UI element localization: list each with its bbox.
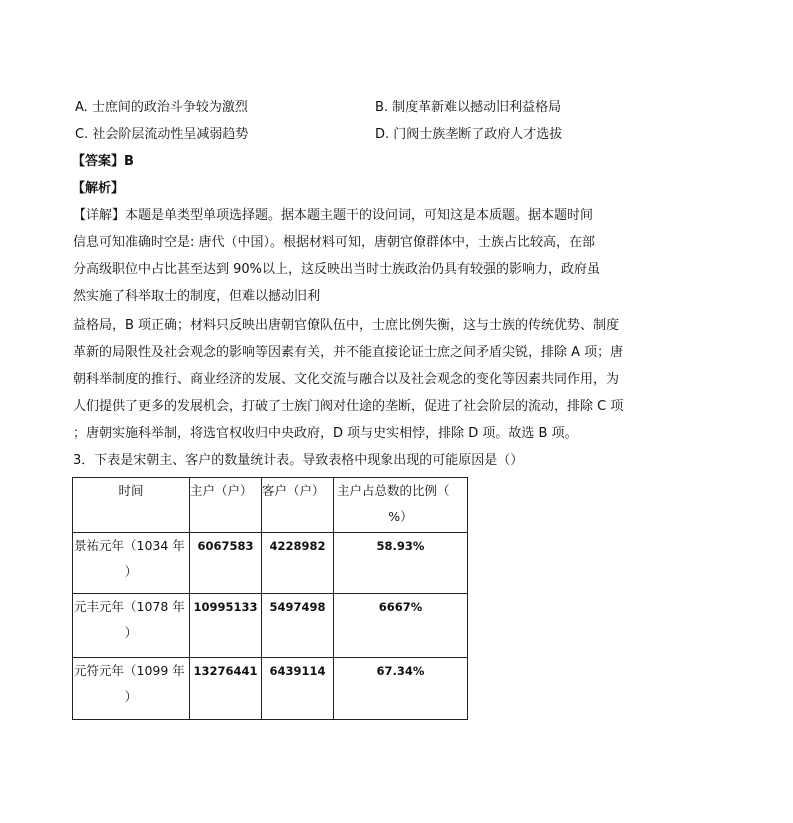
- option-a: A. 士庶间的政治斗争较为激烈: [75, 100, 248, 115]
- household-stats-table: [72, 477, 468, 720]
- table-header-row: [73, 478, 468, 533]
- detail-line-8: 人们提供了更多的发展机会，打破了士族门阀对仕途的垄断，促进了社会阶层的流动，排除 C 项: [73, 399, 624, 414]
- answer-line: 【答案】B: [72, 154, 134, 169]
- table-row: [73, 533, 468, 594]
- analysis-label: 【解析】: [72, 181, 125, 196]
- detail-line-3: 分高级职位中占比甚至达到 90%以上，这反映出当时士族政治仍具有较强的影响力，政府虽: [73, 262, 601, 277]
- question-3: 3．下表是宋朝主、客户的数量统计表。导致表格中现象出现的可能原因是（）: [73, 453, 524, 468]
- header-ratio: 主户占总数的比例（ %）: [334, 478, 468, 533]
- header-main-households: 主户（户）: [190, 478, 262, 533]
- option-b: B. 制度革新难以撼动旧利益格局: [375, 100, 562, 115]
- row-guest-count: 6439114: [262, 658, 334, 720]
- detail-line-5: 益格局，B 项正确；材料只反映出唐朝官僚队伍中，士庶比例失衡，这与士族的传统优势、制度: [73, 318, 620, 333]
- detail-line-6: 革新的局限性及社会观念的影响等因素有关，并不能直接论证士庶之间矛盾尖锐，排除 A 项；唐: [73, 345, 624, 360]
- row-ratio: 58.93%: [334, 533, 468, 594]
- detail-line-9: ；唐朝实施科举制，将选官权收归中央政府，D 项与史实相悖，排除 D 项。故选 B 项。: [73, 426, 578, 441]
- header-guest-households: 客户（户）: [262, 478, 334, 533]
- row-year: 元符元年（1099 年 ）: [73, 658, 190, 720]
- row-guest-count: 4228982: [262, 533, 334, 594]
- row-guest-count: 5497498: [262, 594, 334, 658]
- detail-line-1: 【详解】本题是单类型单项选择题。据本题主题干的设问词，可知这是本质题。据本题时间: [73, 208, 594, 223]
- table-row: [73, 594, 468, 658]
- row-main-count: 13276441: [190, 658, 262, 720]
- row-main-count: 6067583: [190, 533, 262, 594]
- table-row: [73, 658, 468, 720]
- detail-line-7: 朝科举制度的推行、商业经济的发展、文化交流与融合以及社会观念的变化等因素共同作用，为: [73, 372, 620, 387]
- header-time: 时间: [73, 478, 190, 533]
- option-c: C. 社会阶层流动性呈减弱趋势: [75, 127, 249, 142]
- detail-line-2: 信息可知准确时空是: 唐代（中国）。根据材料可知，唐朝官僚群体中，士族占比较高，在部: [73, 235, 596, 250]
- detail-line-4: 然实施了科举取士的制度，但难以撼动旧利: [73, 289, 321, 304]
- row-ratio: 6667%: [334, 594, 468, 658]
- row-year: 景祐元年（1034 年 ）: [73, 533, 190, 594]
- row-year: 元丰元年（1078 年 ）: [73, 594, 190, 658]
- row-main-count: 10995133: [190, 594, 262, 658]
- option-d: D. 门阀士族垄断了政府人才选拔: [375, 127, 563, 142]
- row-ratio: 67.34%: [334, 658, 468, 720]
